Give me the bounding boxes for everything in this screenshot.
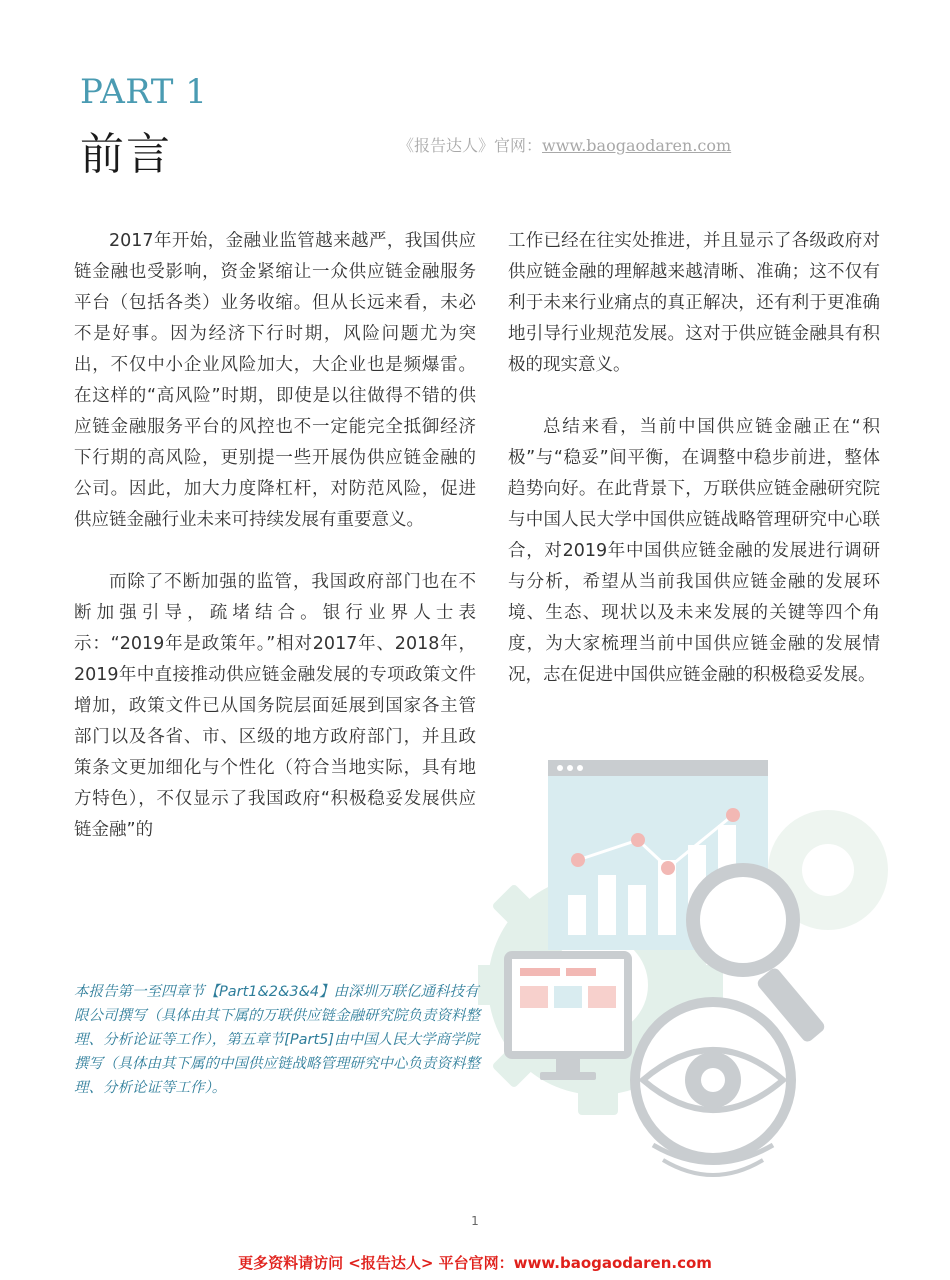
paragraph-1: 2017年开始，金融业监管越来越严，我国供应链金融也受影响，资金紧缩让一众供应链金融服务平台（包括各类）业务收缩。但从长远来看，未必不是好事。因为经济下行时期，风险问题尤为突出，不仅中小企业风险加大，大企业也是频爆雷。在这样的“高风险”时期，即使是以往做得不错的供应链金融服务平台的风控也不一定能完全抵御经济下行期的高风险，更别提一些开展伪供应链金融的公司。因此，加大力度降杠杆，对防范风险，促进供应链金融行业未来可持续发展有重要意义。	[74, 231, 476, 530]
footer-link[interactable]: 更多资料请访问 <报告达人> 平台官网：www.baogaodaren.com	[238, 1254, 712, 1272]
part-label: PART 1	[80, 72, 208, 112]
left-column	[74, 226, 476, 877]
paragraph-3: 总结来看，当前中国供应链金融正在“积极”与“稳妥”间平衡，在调整中稳步前进，整体趋势向好。在此背景下，万联供应链金融研究院与中国人民大学中国供应链战略管理研究中心联合，对2019年中国供应链金融的发展进行调研与分析，希望从当前我国供应链金融的发展环境、生态、现状以及未来发展的关键等四个角度，为大家梳理当前中国供应链金融的发展情况，志在促进中国供应链金融的积极稳妥发展。	[508, 417, 880, 685]
eye-icon	[635, 1002, 791, 1175]
watermark	[398, 133, 731, 156]
authorship-note: 本报告第一至四章节【Part1&2&3&4】由深圳万联亿通科技有限公司撰写（具体由其下属的万联供应链金融研究院负责资料整理、分析论证等工作），第五章节[Part5]由中国人民大学商学院撰写（具体由其下属的中国供应链战略管理研究中心负责资料整理、分析论证等工作）。	[74, 984, 480, 1096]
paragraph-2-continued: 工作已经在往实处推进，并且显示了各级政府对供应链金融的理解越来越清晰、准确；这不仅有利于未来行业痛点的真正解决，还有利于更准确地引导行业规范发展。这对于供应链金融具有积极的现实意义。	[508, 231, 880, 375]
paragraph-2: 而除了不断加强的监管，我国政府部门也在不断加强引导，疏堵结合。银行业界人士表示：“2019年是政策年。”相对2017年、2018年，2019年中直接推动供应链金融发展的专项政策文件增加，政策文件已从国务院层面延展到国家各主管部门以及各省、市、区级的地方政府部门，并且政策条文更加细化与个性化（符合当地实际，具有地方特色），不仅显示了我国政府“积极稳妥发展供应链金融”的	[74, 572, 476, 840]
watermark-url: www.baogaodaren.com	[542, 136, 732, 155]
page-number: 1	[471, 1214, 479, 1228]
analytics-illustration	[478, 750, 898, 1180]
section-title: 前言	[80, 129, 172, 180]
right-column	[508, 226, 880, 722]
watermark-prefix: 《报告达人》官网：	[398, 136, 543, 155]
